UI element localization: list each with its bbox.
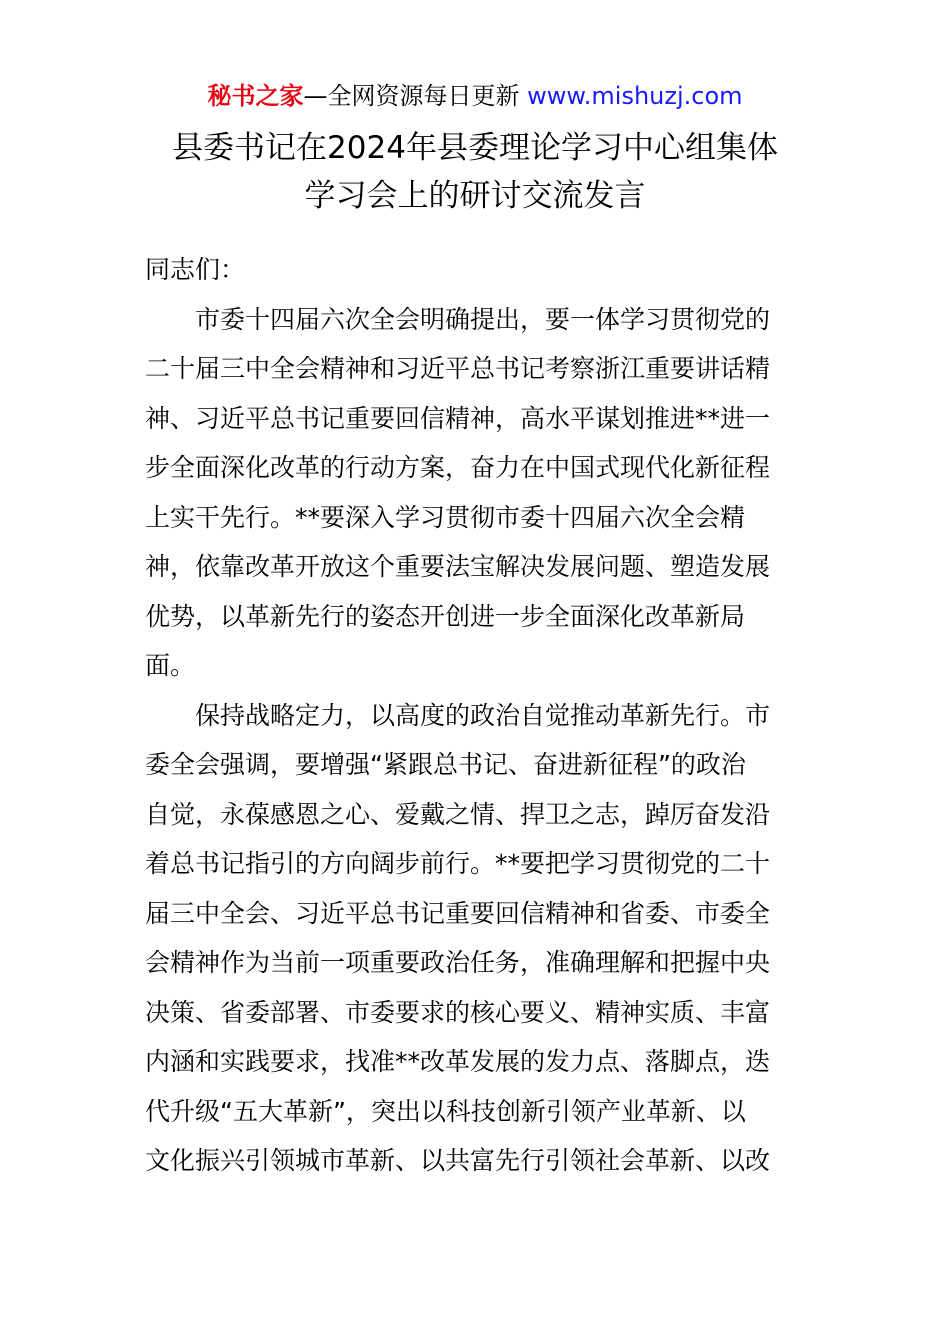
paragraph-line: 上实干先行。**要深入学习贯彻市委十四届六次全会精	[145, 502, 746, 532]
paragraph-line: 自觉，永葆感恩之心、爱戴之情、捍卫之志，踔厉奋发沿	[145, 799, 771, 829]
paragraph-line: 会精神作为当前一项重要政治任务，准确理解和把握中央	[145, 948, 771, 977]
paragraph-line: 文化振兴引领城市革新、以共富先行引领社会革新、以改	[145, 1146, 771, 1175]
site-url-link[interactable]: www.mishuzj.com	[527, 82, 743, 110]
paragraph-line: 委全会强调，要增强“紧跟总书记、奋进新征程”的政治	[145, 750, 746, 779]
paragraph-line: 内涵和实践要求，找准**改革发展的发力点、落脚点，迭	[145, 1047, 771, 1076]
title-line-2: 学习会上的研讨交流发言	[304, 178, 646, 214]
document-title	[0, 124, 950, 220]
paragraph-line: 神、习近平总书记重要回信精神，高水平谋划推进**进一	[145, 403, 771, 433]
salutation: 同志们：	[145, 255, 246, 284]
paragraph-line: 市委十四届六次全会明确提出，要一体学习贯彻党的	[195, 304, 771, 334]
paragraph-line: 保持战略定力，以高度的政治自觉推动革新先行。市	[195, 700, 771, 730]
paragraph-line: 面。	[145, 651, 196, 680]
paragraph-line: 决策、省委部署、市委要求的核心要义、精神实质、丰富	[145, 997, 771, 1027]
paragraph-line: 优势，以革新先行的姿态开创进一步全面深化改革新局	[145, 601, 746, 631]
site-tagline: —全网资源每日更新	[303, 82, 528, 110]
paragraph-line: 步全面深化改革的行动方案，奋力在中国式现代化新征程	[145, 453, 771, 482]
paragraph-2	[145, 691, 810, 1186]
paragraph-1	[145, 295, 810, 691]
paragraph-line: 着总书记指引的方向阔步前行。**要把学习贯彻党的二十	[145, 849, 771, 878]
title-line-1: 县委书记在2024年县委理论学习中心组集体	[172, 130, 778, 166]
site-header	[0, 80, 950, 112]
paragraph-line: 神，依靠改革开放这个重要法宝解决发展问题、塑造发展	[145, 552, 771, 581]
paragraph-line: 二十届三中全会精神和习近平总书记考察浙江重要讲话精	[145, 354, 771, 383]
paragraph-line: 代升级“五大革新”，突出以科技创新引领产业革新、以	[145, 1096, 746, 1126]
document-body	[145, 245, 810, 1186]
paragraph-line: 届三中全会、习近平总书记重要回信精神和省委、市委全	[145, 898, 771, 928]
site-brand: 秘书之家	[207, 82, 304, 110]
